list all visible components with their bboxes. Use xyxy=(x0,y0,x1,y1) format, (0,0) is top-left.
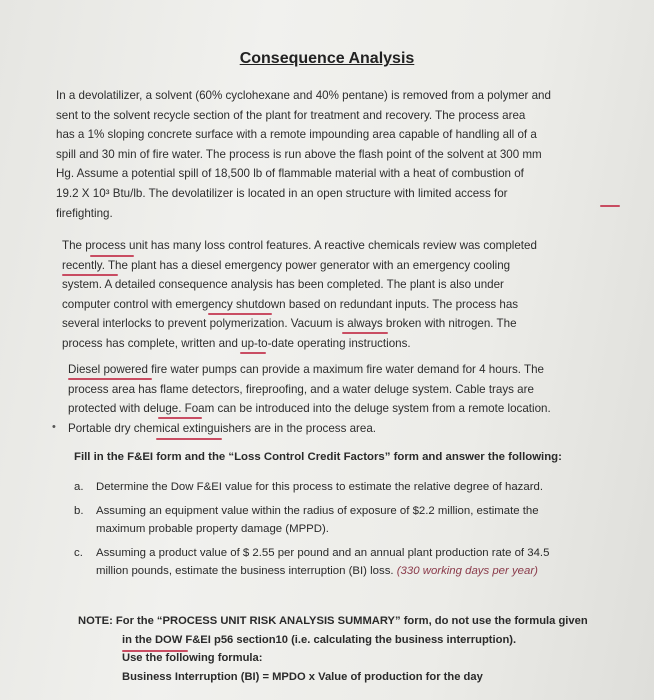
handwritten-annotation: (330 working days per year) xyxy=(396,565,538,577)
underline-mark xyxy=(208,313,272,315)
question-text: Assuming a product value of $ 2.55 per pound and an annual plant production rate of 34.5 xyxy=(96,546,550,559)
text-line: The process unit has many loss control features. A reactive chemicals review was completed xyxy=(62,239,537,252)
underline-mark xyxy=(600,205,620,207)
question-text: maximum probable property damage (MPPD). xyxy=(96,523,329,535)
underline-mark xyxy=(68,378,152,380)
question-b xyxy=(74,502,624,539)
text-line: protected with deluge. Foam can be introduced into the deluge system from a remote location. xyxy=(68,402,551,416)
text-line: Diesel powered fire water pumps can provide a maximum fire water demand for 4 hours. The xyxy=(68,363,544,376)
note-line: NOTE: For the “PROCESS UNIT RISK ANALYSIS SUMMARY” form, do not use the formula given xyxy=(78,615,588,627)
text-line: sent to the solvent recycle section of the plant for treatment and recovery. The process area xyxy=(56,108,526,122)
question-text: Assuming an equipment value within the radius of exposure of $2.2 million, estimate the xyxy=(96,504,539,517)
text-line: Hg. Assume a potential spill of 18,500 lb of flammable material with a heat of combustion of xyxy=(56,167,524,181)
paragraph-process-description xyxy=(56,86,626,223)
text-line: system. A detailed consequence analysis has been completed. The plant is also under xyxy=(62,278,504,292)
question-c xyxy=(74,544,624,581)
text-line: several interlocks to prevent polymerization. Vacuum is always broken with nitrogen. The xyxy=(62,317,517,331)
underline-mark xyxy=(156,438,222,440)
underline-mark xyxy=(158,417,202,419)
text-line: firefighting. xyxy=(56,206,113,220)
underline-mark xyxy=(342,332,388,334)
underline-mark xyxy=(122,650,188,652)
page-title: Consequence Analysis xyxy=(239,50,415,67)
text-line: recently. The plant has a diesel emergency power generator with an emergency cooling xyxy=(62,258,511,272)
formula-line: Business Interruption (BI) = MPDO x Value of production for the day xyxy=(122,670,483,683)
underline-mark xyxy=(90,255,134,257)
text-line: computer control with emergency shutdown based on redundant inputs. The process has xyxy=(62,297,519,311)
text-line: 19.2 X 10³ Btu/lb. The devolatilizer is located in an open structure with limited access for xyxy=(56,186,508,200)
text-line: process area has flame detectors, fireproofing, and a water deluge system. Cable trays are xyxy=(68,382,534,396)
instructions-heading: Fill in the F&EI form and the “Loss Control Credit Factors” form and answer the following: xyxy=(74,451,562,463)
question-text-line xyxy=(96,562,624,581)
text-line: has a 1% sloping concrete surface with a remote impounding area capable of handling all of a xyxy=(56,128,537,142)
text-line: process has complete, written and up-to-date operating instructions. xyxy=(62,336,411,350)
paragraph-loss-control xyxy=(62,236,622,354)
underline-mark xyxy=(62,274,118,276)
question-text: Determine the Dow F&EI value for this process to estimate the relative degree of hazard. xyxy=(96,481,543,493)
question-a xyxy=(74,478,624,497)
underline-mark xyxy=(240,352,266,354)
text-line: Portable dry chemical extinguishers are in the process area. xyxy=(68,421,377,435)
margin-mark-icon: • xyxy=(52,421,56,433)
note-box xyxy=(78,612,638,686)
question-text: million pounds, estimate the business interruption (BI) loss. xyxy=(96,565,394,577)
question-label: b. xyxy=(74,504,84,517)
paragraph-fire-protection xyxy=(68,360,623,438)
note-line: in the DOW F&EI p56 section10 (i.e. calculating the business interruption). xyxy=(122,633,517,646)
text-line: spill and 30 min of fire water. The process is run above the flash point of the solvent at 300 mm xyxy=(56,147,542,161)
text-line: In a devolatilizer, a solvent (60% cyclohexane and 40% pentane) is removed from a polymer and xyxy=(56,89,551,102)
question-label: c. xyxy=(74,546,83,559)
note-line: Use the following formula: xyxy=(122,652,263,664)
question-list xyxy=(74,478,624,586)
question-label: a. xyxy=(74,481,84,493)
